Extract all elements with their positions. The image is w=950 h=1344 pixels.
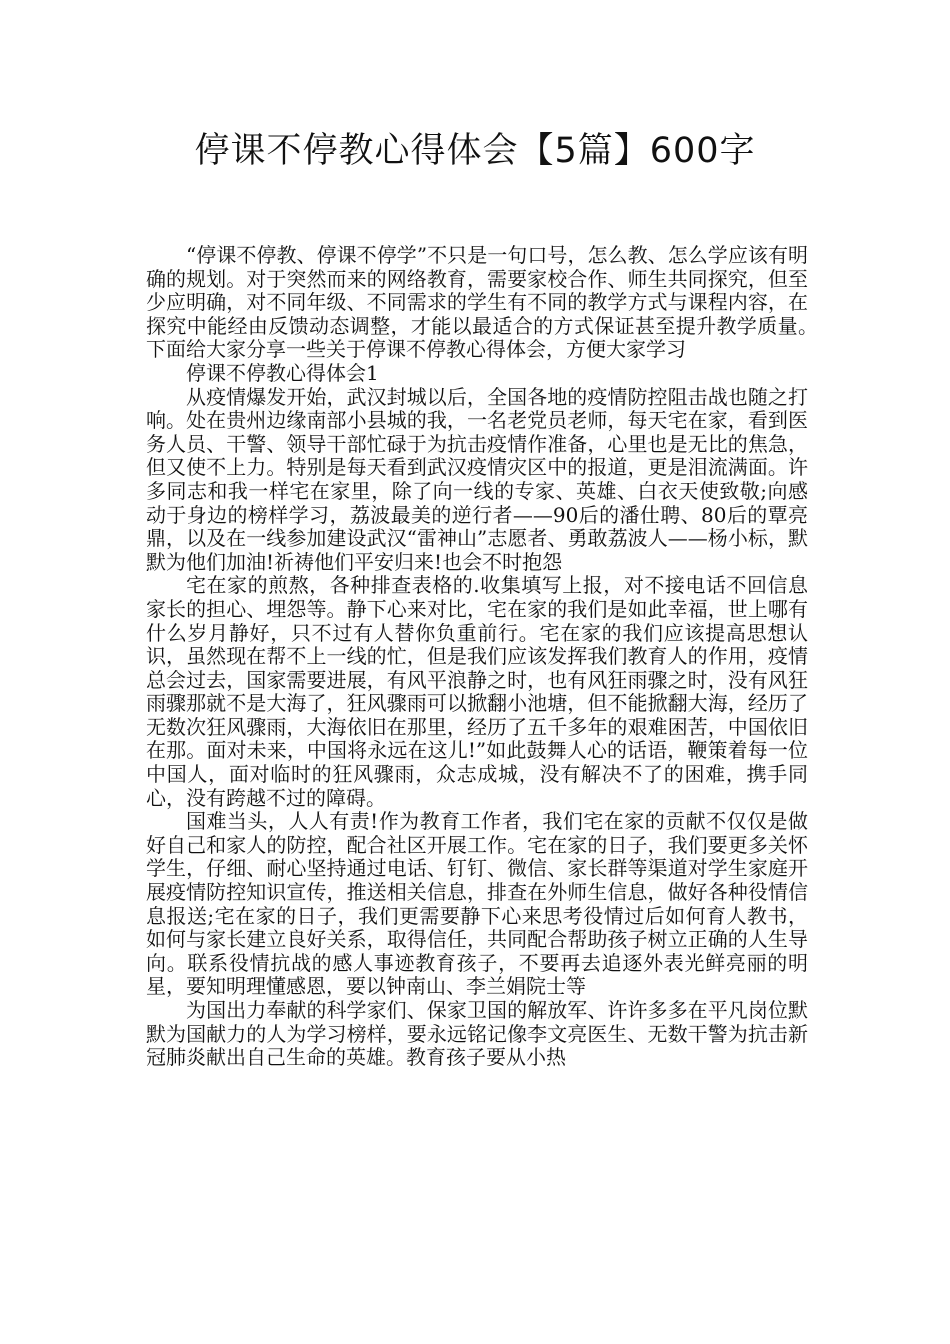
body-paragraph: 宅在家的煎熬，各种排查表格的.收集填写上报，对不接电话不回信息家长的担心、埋怨等。静下心来对比，宅在家的我们是如此幸福，世上哪有什么岁月静好，只不过有人替你负重前行。宅在家的我们应该提高思想认识，虽然现在帮不上一线的忙，但是我们应该发挥我们教育人的作用，疫情总会过去，国家需要进展，有风平浪静之时，也有风狂雨骤之时，没有风狂雨骤那就不是大海了，狂风骤雨可以掀翻小池塘，但不能掀翻大海，经历了无数次狂风骤雨，大海依旧在那里，经历了五千多年的艰难困苦，中国依旧在那。面对未来，中国将永远在这儿!”如此鼓舞人心的话语，鞭策着每一位中国人，面对临时的狂风骤雨，众志成城，没有解决不了的困难，携手同心，没有跨越不过的障碍。 bbox=[146, 573, 808, 810]
document-body bbox=[146, 243, 828, 1070]
body-paragraph: 国难当头，人人有责!作为教育工作者，我们宅在家的贡献不仅仅是做好自己和家人的防控，配合社区开展工作。宅在家的日子，我们要更多关怀学生，仔细、耐心坚持通过电话、钉钉、微信、家长群等渠道对学生家庭开展疫情防控知识宣传，推送相关信息，排查在外师生信息，做好各种役情信息报送;宅在家的日子，我们更需要静下心来思考役情过后如何育人教书，如何与家长建立良好关系，取得信任，共同配合帮助孩子树立正确的人生导向。联系役情抗战的感人事迹教育孩子，不要再去追逐外表光鲜亮丽的明星，要知明理懂感恩，要以钟南山、李兰娟院士等 bbox=[146, 809, 808, 999]
section-heading: 停课不停教心得体会1 bbox=[186, 360, 379, 385]
document-title: 停课不停教心得体会【5篇】600字 bbox=[194, 131, 756, 171]
body-paragraph: 从疫情爆发开始，武汉封城以后，全国各地的疫情防控阻击战也随之打响。处在贵州边缘南部小县城的我，一名老党员老师，每天宅在家，看到医务人员、干警、领导干部忙碌于为抗击疫情作准备，心里也是无比的焦急，但又使不上力。特别是每天看到武汉疫情灾区中的报道，更是泪流满面。许多同志和我一样宅在家里，除了向一线的专家、英雄、白衣天使致敬;向感动于身边的榜样学习，荔波最美的逆行者——90后的潘仕聘、80后的覃亮鼎，以及在一线参加建设武汉“雷神山”志愿者、勇敢荔波人——杨小标，默默为他们加油!祈祷他们平安归来!也会不时抱怨 bbox=[146, 384, 808, 574]
body-paragraph: 为国出力奉献的科学家们、保家卫国的解放军、许许多多在平凡岗位默默为国献力的人为学习榜样，要永远铭记像李文亮医生、无数干警为抗击新冠肺炎献出自己生命的英雄。教育孩子要从小热 bbox=[146, 998, 808, 1070]
intro-paragraph: “停课不停教、停课不停学”不只是一句口号，怎么教、怎么学应该有明确的规划。对于突然而来的网络教育，需要家校合作、师生共同探究，但至少应明确，对不同年级、不同需求的学生有不同的教学方式与课程内容，在探究中能经由反馈动态调整，才能以最适合的方式保证甚至提升教学质量。 下面给大家分享一些关于停课不停教心得体会，方便大家学习 bbox=[146, 243, 828, 362]
